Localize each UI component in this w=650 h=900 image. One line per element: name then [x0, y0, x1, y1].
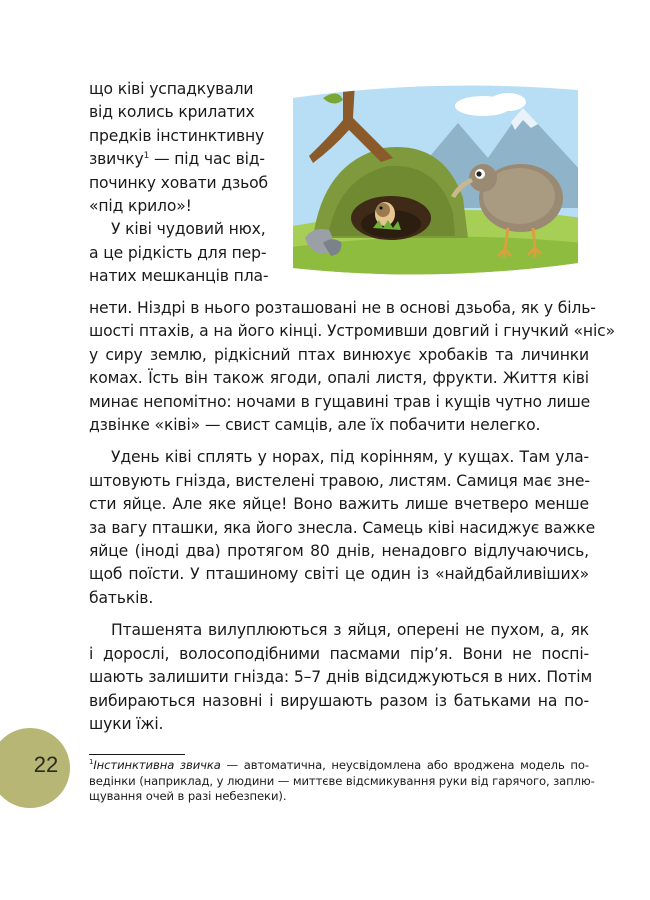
text-line: У ківі чудовий нюх,	[111, 220, 266, 239]
text-line: що ківі успадкували	[89, 80, 254, 98]
footnote-divider	[89, 754, 185, 755]
kiwi-burrow-illustration	[283, 78, 583, 278]
footnote-term: Інстинктивна звичка	[93, 758, 221, 772]
text-line: батьків.	[89, 588, 154, 607]
text-line: починку ховати дзьоб	[89, 173, 268, 192]
text-line: сти яйце. Але яке яйце! Воно важить лише вчетверо менше	[89, 495, 589, 514]
text-line: а це рідкість для пер-	[89, 243, 267, 262]
text-line: Удень ківі сплять у норах, під корінням, у кущах. Там ула-	[111, 448, 589, 467]
text-line: і дорослі, волосоподібними пасмами пір’я. Вони не поспі-	[89, 644, 589, 663]
text-line: предків інстинктивну	[89, 126, 265, 145]
text-fragment: звичку	[89, 150, 144, 169]
text-line: дзвінке «ківі» — свист самців, але їх побачити нелегко.	[89, 416, 541, 435]
page-number: 22	[33, 752, 59, 777]
chick-icon	[376, 203, 390, 217]
text-line: Пташенята вилуплюються з яйця, оперені не пухом, а, як	[111, 621, 589, 640]
text-line: нети. Ніздрі в нього розташовані не в основі дзьоба, як у біль-	[89, 299, 596, 317]
text-line	[89, 148, 275, 171]
text-line: минає непомітно: ночами в гущавині трав і кущів чутно лише	[89, 392, 591, 411]
text-line: штовують гнізда, вистелені травою, листям. Самиця має зне-	[89, 471, 590, 490]
footnote-marker: 1	[89, 758, 94, 767]
narrow-text-column	[89, 78, 275, 289]
body-text	[89, 297, 615, 736]
text-line: за вагу пташки, яка його знесла. Самець ківі насиджує важке	[89, 518, 596, 537]
text-fragment: — автоматична, неусвідомлена або вроджена модель по-	[220, 758, 589, 772]
footnote-line: щування очей в разі небезпеки).	[89, 789, 287, 803]
text-fragment: — під час від-	[149, 150, 265, 169]
footnote	[89, 758, 595, 805]
footnote-line: ведінки (наприклад, у людини — миттєве відсмикування руки від гарячого, заплю-	[89, 773, 595, 788]
footnote-line	[89, 758, 589, 774]
text-line: у сиру землю, рідкісний птах винюхує хробаків та личинки	[89, 345, 589, 364]
text-line: натих мешканців пла-	[89, 267, 269, 286]
text-line: шуки їжі.	[89, 714, 164, 733]
text-line: «під крило»!	[89, 197, 192, 216]
text-line: щоб поїсти. У пташиному світі це один із «найдбайливіших»	[89, 565, 589, 584]
text-line: від колись крилатих	[89, 103, 255, 122]
text-line: яйце (іноді два) протягом 80 днів, ненадовго відлучаючись,	[89, 542, 589, 561]
text-line: шості птахів, а на його кінці. Устромивши довгий і гнучкий «ніс»	[89, 322, 615, 341]
text-line: комах. Їсть він також ягоди, опалі листя, фрукти. Життя ківі	[89, 369, 589, 388]
footnote-ref: 1	[143, 151, 150, 162]
text-line: вибираються назовні і вирушають разом із батьками на по-	[89, 691, 589, 710]
text-line: шають залишити гнізда: 5–7 днів відсиджуються в них. Потім	[89, 668, 593, 687]
